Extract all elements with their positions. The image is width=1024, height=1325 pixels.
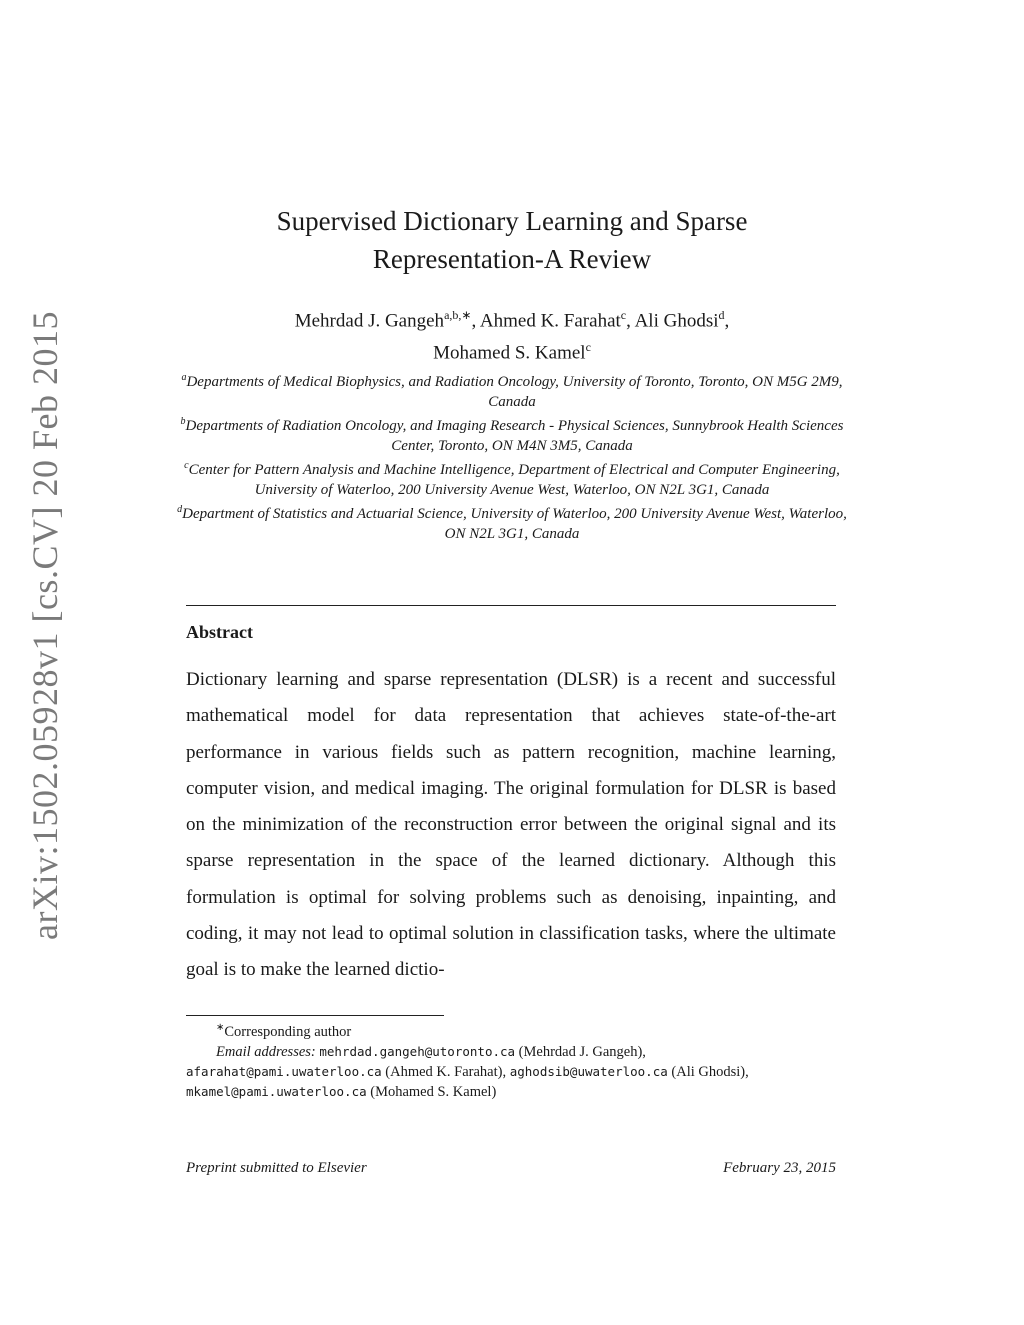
abstract-heading: Abstract [186, 622, 253, 642]
affiliation-item [176, 456, 848, 500]
affiliation-mark: d [177, 504, 183, 515]
author-affil-mark: d [718, 308, 725, 322]
affiliation-mark: a [181, 372, 187, 383]
corresponding-mark: ∗ [216, 1022, 225, 1033]
email-link[interactable]: mehrdad.gangeh@utoronto.ca [319, 1043, 516, 1059]
abstract-body: Dictionary learning and sparse representation (DLSR) is a recent and successful mathematical model for data representation that achieves state-of-the-art performance in various fields such as pattern recognition, machine learning, computer vision, and medical imaging. The original formulation for DLSR is based on the minimization of the reconstruction error between the original signal and its sparse representation in the space of the learned dictionary. Although this formulation is optimal for solving problems such as denoising, inpainting, and coding, it may not lead to optimal solution in classification tasks, where the ultimate goal is to make the learned dictio- [186, 669, 836, 981]
title-line-2: Representation-A Review [372, 244, 652, 274]
corresponding-author-note [186, 1018, 836, 1042]
author-affil-mark: c [620, 308, 627, 322]
author-list [180, 302, 844, 367]
footer-date: February 23, 2015 [723, 1160, 836, 1176]
author-name: Ahmed K. Farahat [479, 310, 621, 332]
corresponding-label: Corresponding author [224, 1023, 352, 1040]
author-affil-mark: c [585, 340, 591, 355]
author-line-2 [180, 334, 844, 366]
email-owner: (Mehrdad J. Gangeh), [518, 1043, 646, 1060]
footer-submission-note: Preprint submitted to Elsevier [186, 1160, 367, 1176]
author-separator: , [724, 310, 730, 332]
email-link[interactable]: aghodsib@uwaterloo.ca [509, 1063, 668, 1079]
affiliation-text: Departments of Medical Biophysics, and Radiation Oncology, University of Toronto, Toronto, ON M5G 2M9, Canada [186, 374, 843, 410]
affiliation-text: Center for Pattern Analysis and Machine Intelligence, Department of Electrical and Computer Engineering, University of Waterloo, 200 University Avenue West, Waterloo, ON N2L 3G1, Canada [188, 462, 840, 498]
email-owner: (Ahmed K. Farahat), [385, 1063, 507, 1080]
affiliation-mark: c [184, 460, 189, 471]
footnote-rule [186, 1015, 444, 1016]
affiliation-item [176, 500, 848, 544]
email-owner: (Ali Ghodsi), [671, 1063, 749, 1080]
email-link[interactable]: afarahat@pami.uwaterloo.ca [186, 1063, 382, 1079]
affiliation-item [176, 368, 848, 412]
abstract-top-rule [186, 605, 836, 606]
affiliation-text: Departments of Radiation Oncology, and Imaging Research - Physical Sciences, Sunnybrook Health Sciences Center, Toronto, ON M4N 3M5, Canada [185, 418, 844, 454]
author-separator: , [626, 310, 635, 332]
author-separator: , [471, 310, 480, 332]
email-label: Email addresses: [216, 1043, 316, 1060]
affiliation-item [176, 412, 848, 456]
author-affil-mark: a,b,∗ [444, 308, 472, 322]
title-line-1: Supervised Dictionary Learning and Sparse [276, 206, 748, 236]
affiliation-text: Department of Statistics and Actuarial Science, University of Waterloo, 200 University Avenue West, Waterloo, ON N2L 3G1, Canada [182, 506, 847, 542]
affiliation-mark: b [180, 416, 186, 427]
affiliation-list [176, 368, 848, 544]
email-addresses [186, 1042, 836, 1102]
arxiv-identifier: arXiv:1502.05928v1 [cs.CV] 20 Feb 2015 [25, 311, 65, 940]
footnote [186, 1018, 836, 1102]
author-name: Mohamed S. Kamel [433, 342, 586, 364]
email-owner: (Mohamed S. Kamel) [370, 1083, 497, 1100]
author-name: Mehrdad J. Gangeh [294, 310, 445, 332]
paper-title [180, 202, 844, 278]
author-name: Ali Ghodsi [634, 310, 719, 332]
email-link[interactable]: mkamel@pami.uwaterloo.ca [186, 1083, 367, 1099]
author-line-1 [180, 302, 844, 334]
